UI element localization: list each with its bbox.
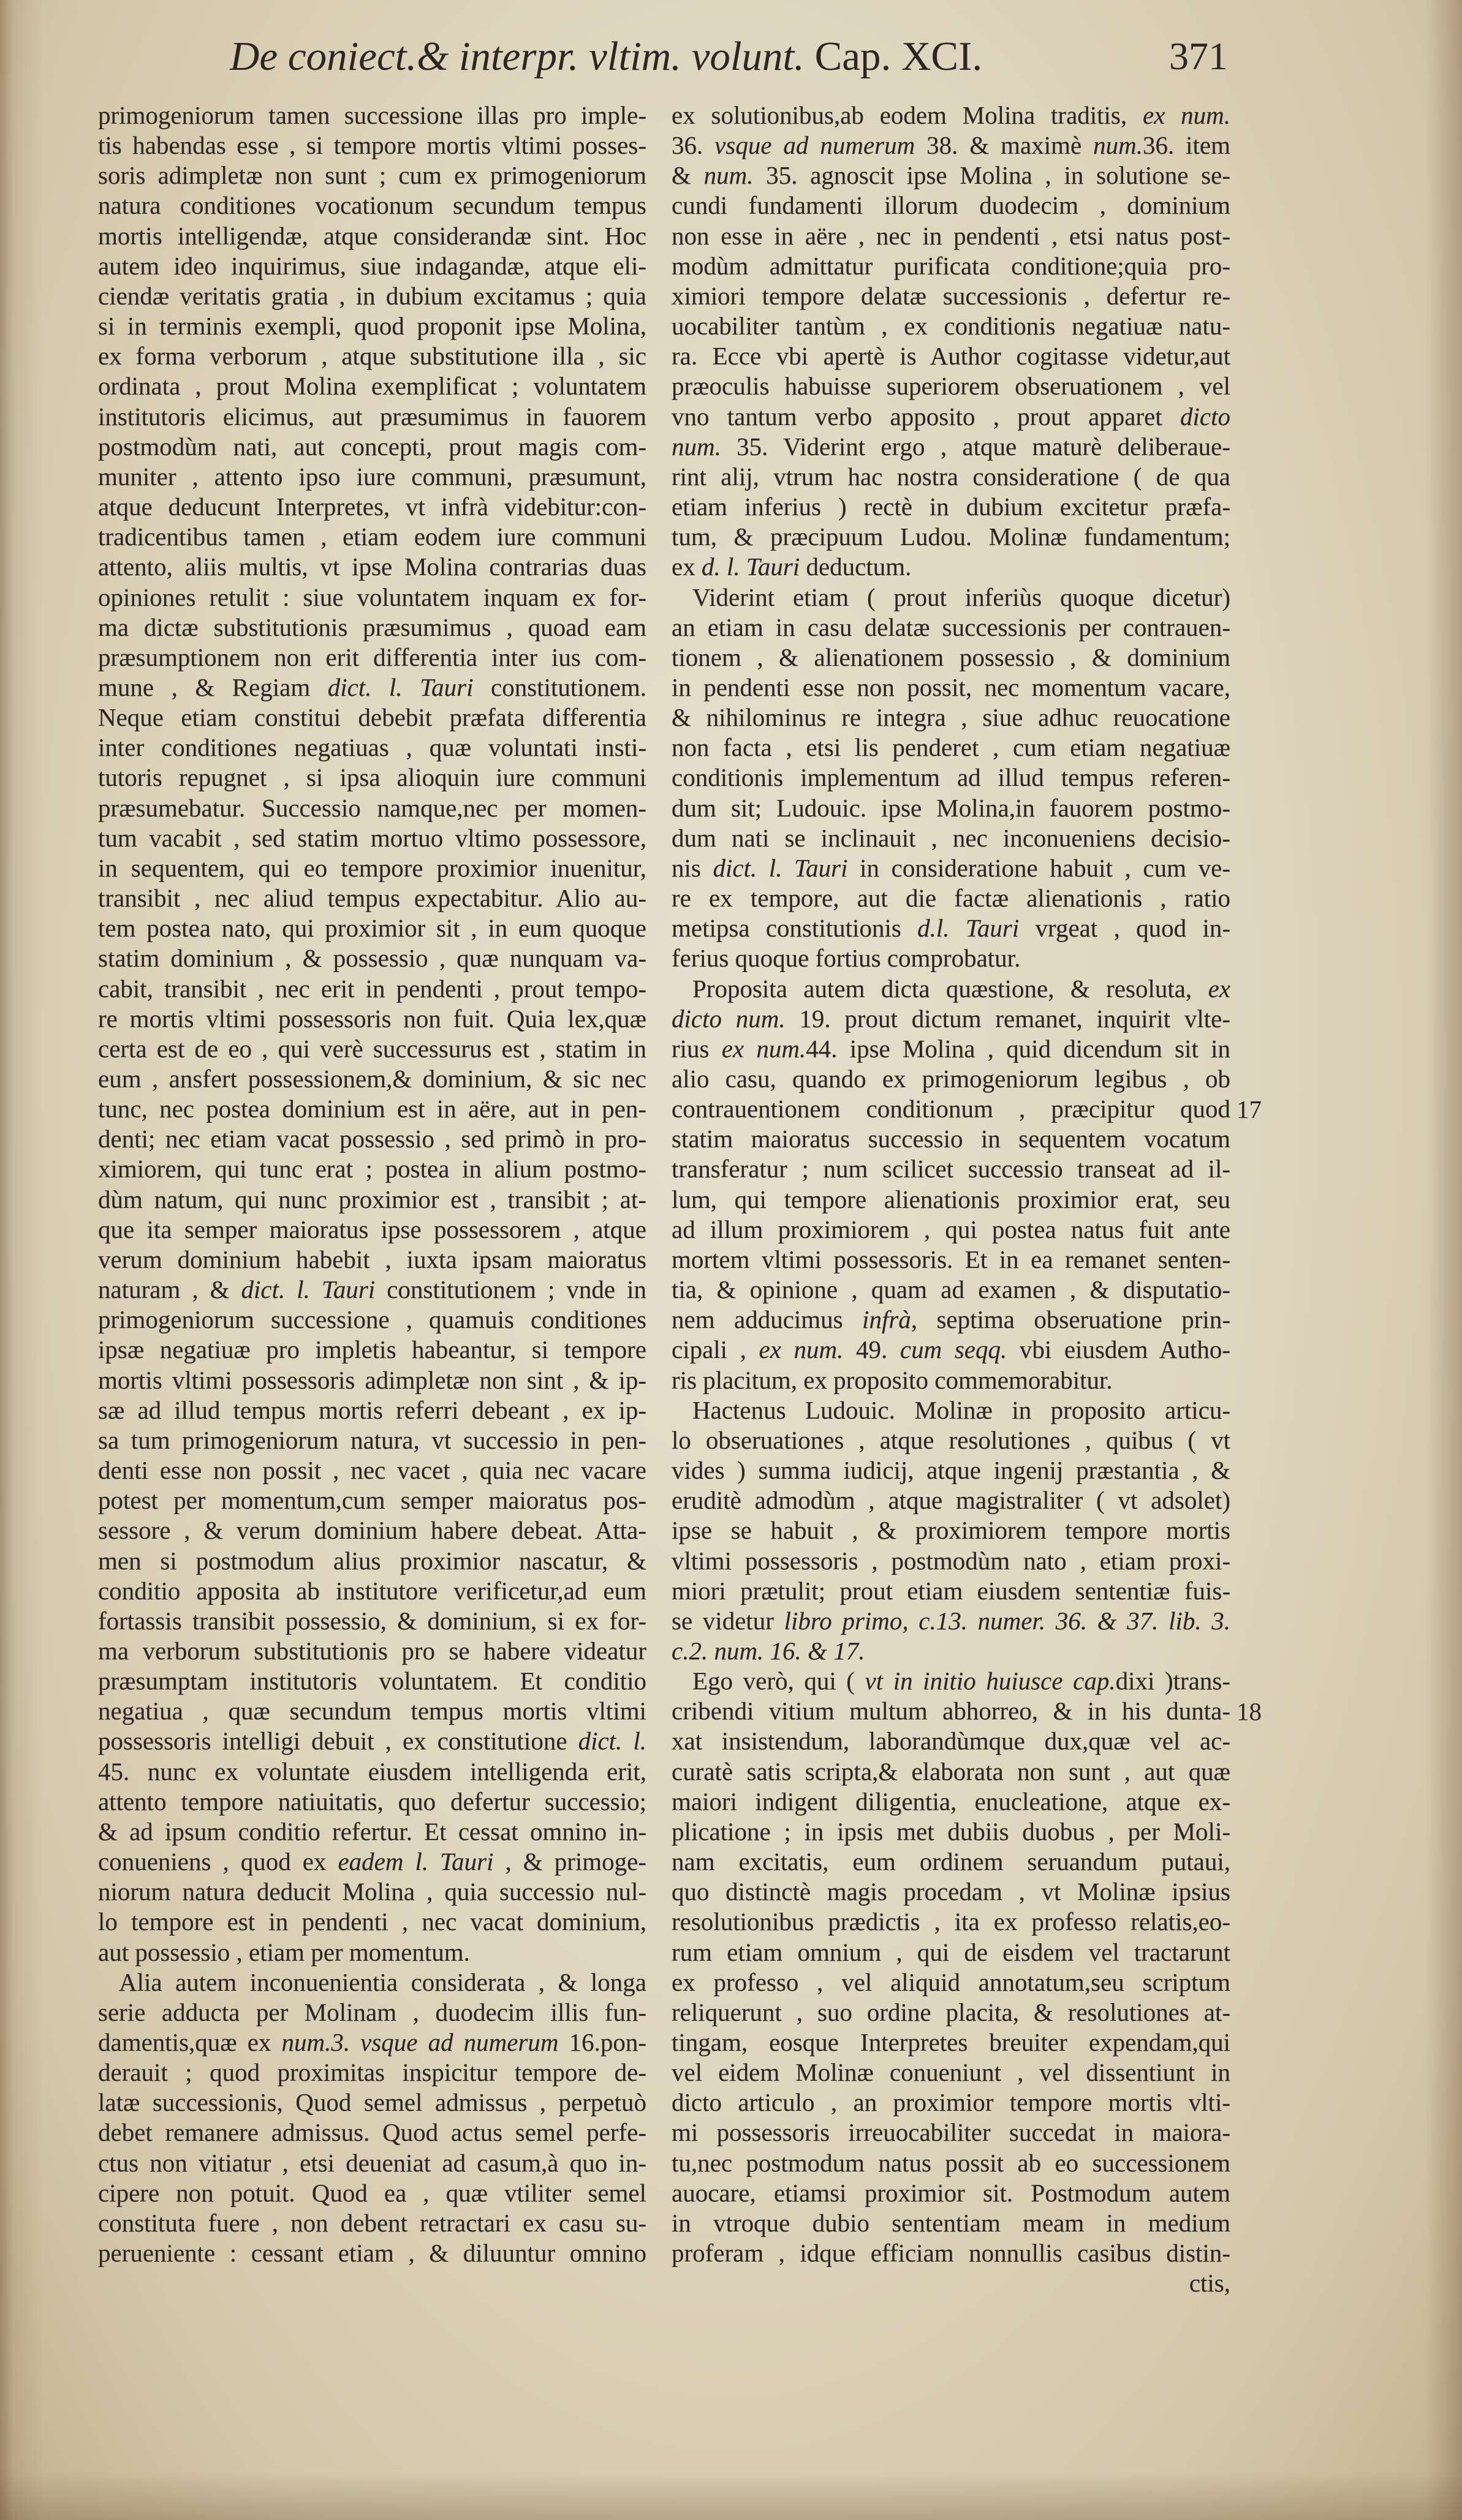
text-run: 36. item	[1142, 131, 1231, 160]
text-line	[672, 1004, 1230, 1034]
text-line: ex forma verborum , atque substitutione illa , sic	[98, 342, 646, 371]
text-run: vbi eiusdem Autho-	[1007, 1335, 1230, 1364]
text-line: atque deducunt Interpretes, vt infrà videbitur:con-	[98, 492, 646, 521]
text-line: certa est de eo , qui verè successurus est , statim in	[98, 1034, 646, 1063]
text-line	[672, 160, 1230, 191]
text-line: si in terminis exempli, quod proponit ipse Molina,	[98, 312, 646, 341]
text-line	[98, 1847, 646, 1877]
text-run: 49.	[843, 1335, 900, 1364]
text-line	[98, 2028, 646, 2058]
text-line: negatiua , quæ secundum tempus mortis vltimi	[98, 1697, 646, 1726]
text-line: statim dominium , & possessio , quæ nunquam va-	[98, 944, 646, 973]
italic-run: dict. l.	[578, 1727, 646, 1756]
text-line: ma dictæ substitutionis præsumimus , quoad eam	[98, 613, 646, 641]
text-line: latæ successionis, Quod semel admissus , perpetuò	[98, 2088, 646, 2117]
text-line	[672, 974, 1230, 1004]
text-line: que ita semper maioratus ipse possessorem , atque	[98, 1215, 646, 1243]
text-line: ra. Ecce vbi apertè is Author cogitasse videtur,aut	[672, 342, 1230, 371]
text-line: ris placitum, ex proposito commemorabitur.	[672, 1365, 1113, 1394]
text-line	[98, 673, 646, 703]
text-run: &	[672, 161, 704, 190]
text-line: ctus non vitiatur , etsi deueniat ad casum,à quo in-	[98, 2148, 646, 2177]
right-column-body	[672, 100, 1230, 2268]
italic-run: dict. l. Tauri	[327, 673, 474, 701]
text-line: miori prætulit; prout etiam eiusdem sententiæ fuis-	[672, 1576, 1230, 1605]
text-line	[672, 1606, 1230, 1636]
italic-run: d.l. Tauri	[917, 914, 1020, 943]
left-column	[98, 100, 646, 2268]
running-head	[230, 31, 982, 82]
text-line: præoculis habuisse superiorem obseruationem , vel	[672, 372, 1230, 401]
text-line: sæ ad illud tempus mortis referri debeant , ex ip-	[98, 1395, 646, 1424]
text-run: , septima obseruatione prin-	[911, 1305, 1230, 1334]
text-run: mune , & Regiam	[98, 673, 328, 701]
margin-number: 18	[1237, 1697, 1262, 1726]
text-line: ipse se habuit , & proximiorem tempore mortis	[672, 1516, 1230, 1545]
text-line: tum vacabit , sed statim mortuo vltimo possessore,	[98, 823, 646, 852]
catchword: ctis,	[1189, 2269, 1230, 2298]
text-line: eruditè admodùm , atque magistraliter ( vt adsolet)	[672, 1486, 1230, 1515]
text-line: debet remanere admissus. Quod actus semel perfe-	[98, 2118, 646, 2147]
text-line: an etiam in casu delatæ successionis per contrauen-	[672, 613, 1230, 641]
right-column	[672, 100, 1230, 2298]
text-line: vltimi possessoris , postmodùm nato , etiam proxi-	[672, 1546, 1230, 1575]
text-line: aut possessio , etiam per momentum.	[98, 1937, 470, 1966]
text-line	[672, 853, 1230, 883]
text-line: primogeniorum successione , quamuis conditiones	[98, 1305, 646, 1334]
italic-run: vsque ad numerum	[714, 131, 915, 160]
text-line	[672, 1335, 1230, 1365]
margin-number: 17	[1237, 1095, 1262, 1123]
text-line: dùm natum, qui nunc proximior est , transibit ; at-	[98, 1185, 646, 1213]
text-line: natura conditiones vocationum secundum tempus	[98, 191, 646, 220]
text-line: Neque etiam constitui debebit præfata differentia	[98, 703, 646, 732]
text-line: autem ideo inquirimus, siue indagandæ, atque eli-	[98, 251, 646, 280]
text-line	[672, 913, 1230, 943]
text-run: 38. & maximè	[915, 131, 1094, 160]
italic-run: dict. l. Tauri	[241, 1275, 376, 1304]
text-line: ciendæ veritatis gratia , in dubium excitamus ; quia	[98, 281, 646, 310]
text-line: modùm admittatur purificata conditione;quia pro-	[672, 251, 1230, 280]
italic-run: num.3. vsque ad numerum	[281, 2028, 559, 2056]
text-run: vrgeat , quod in-	[1019, 914, 1231, 943]
italic-run: ex num.	[759, 1335, 844, 1364]
text-line: tunc, nec postea dominium est in aëre, aut in pen-	[98, 1095, 646, 1123]
text-line: tingam, eosque Interpretes breuiter expendam,qui	[672, 2028, 1230, 2056]
paragraph	[98, 100, 646, 1967]
text-line	[672, 100, 1230, 130]
text-line	[672, 552, 1230, 582]
text-run: deductum.	[800, 553, 912, 581]
text-line: opiniones retulit : siue voluntatem inquam ex for-	[98, 583, 646, 611]
text-line: ordinata , prout Molina exemplificat ; voluntatem	[98, 372, 646, 401]
text-line: rint alij, vtrum hac nostra consideratione ( de qua	[672, 462, 1230, 491]
text-line: mortem vltimi possessoris. Et in ea remanet senten-	[672, 1245, 1230, 1273]
text-line: mortis vltimi possessoris adimpletæ non sint , & ip-	[98, 1365, 646, 1394]
text-line: postmodùm nati, aut concepti, prout magis com-	[98, 432, 646, 461]
text-line: perueniente : cessant etiam , & diluuntur omnino	[98, 2239, 646, 2268]
text-line	[672, 402, 1230, 432]
text-line: maiori indigent diligentia, enucleatione, atque ex-	[672, 1787, 1230, 1816]
italic-run: dicto num.	[672, 1004, 786, 1033]
text-run: damentis,quæ ex	[98, 2028, 282, 2056]
text-line	[672, 1034, 1230, 1064]
text-run: constitutionem ; vnde in	[375, 1275, 646, 1304]
text-line: nam excitatis, eum ordinem seruandum putaui,	[672, 1847, 1230, 1876]
text-run: cipali ,	[672, 1335, 759, 1364]
text-run: naturam , &	[98, 1275, 241, 1304]
text-line: institutoris elicimus, aut præsumimus in fauorem	[98, 402, 646, 431]
text-line: vides ) summa iudicij, atque ingenij præstantia , &	[672, 1456, 1230, 1485]
text-line: potest per momentum,cum semper maioratus pos-	[98, 1486, 646, 1515]
text-line	[98, 1275, 646, 1305]
text-line: proferam , idque efficiam nonnullis casibus distin-	[672, 2239, 1230, 2268]
text-line: tionem , & alienationem possessio , & dominium	[672, 643, 1230, 671]
text-run: 35. agnoscit ipse Molina , in solutione se-	[753, 161, 1230, 190]
text-line: tutoris repugnet , si ipsa alioquin iure communi	[98, 763, 646, 792]
paragraph	[672, 583, 1230, 974]
text-run: 19. prout dictum remanet, inquirit vlte-	[785, 1004, 1230, 1033]
text-line: cundi fundamenti illorum duodecim , dominium	[672, 191, 1230, 220]
italic-run: libro primo, c.13. numer. 36. & 37. lib. 3.	[784, 1606, 1230, 1635]
text-run: 36.	[672, 131, 715, 160]
text-line: re mortis vltimi possessoris non fuit. Quia lex,quæ	[98, 1004, 646, 1033]
text-line: & nihilominus re integra , siue adhuc reuocatione	[672, 703, 1230, 732]
text-line: mortis intelligendæ, atque considerandæ sint. Hoc	[98, 221, 646, 250]
text-run: dixi )trans-	[1115, 1667, 1230, 1696]
text-line: fortassis transibit possessio, & dominium, si ex for-	[98, 1606, 646, 1635]
text-line: 45. nunc ex voluntate eiusdem intelligenda erit,	[98, 1757, 646, 1786]
text-run: possessoris intelligi debuit , ex constitutione	[98, 1727, 578, 1756]
text-line: cipere non potuit. Quod ea , quæ vtiliter semel	[98, 2178, 646, 2207]
text-line: lo tempore est in pendenti , nec vacat dominium,	[98, 1907, 646, 1936]
text-run: 35. Viderint ergo , atque maturè deliberaue-	[721, 432, 1230, 461]
text-run: in consideratione habuit , cum ve-	[847, 853, 1230, 882]
text-run: 16.pon-	[558, 2028, 646, 2056]
text-run: , & primoge-	[493, 1847, 646, 1876]
running-head-italic: De coniect.& interpr. vltim. volunt.	[230, 34, 805, 79]
text-run: constitutionem.	[473, 673, 646, 701]
text-run: vno tantum verbo apposito , prout apparet	[672, 402, 1181, 431]
text-run: 44. ipse Molina , quid dicendum sit in	[806, 1034, 1230, 1063]
italic-run: eadem l. Tauri	[338, 1847, 494, 1876]
running-head-chapter: Cap. XCI.	[804, 34, 983, 79]
text-line: denti esse non possit , nec vacet , quia nec vacare	[98, 1456, 646, 1485]
text-line: niorum natura deducit Molina , quia successio nul-	[98, 1877, 646, 1906]
text-line: primogeniorum tamen successione illas pro imple-	[98, 101, 646, 129]
text-line: quo distinctè magis procedam , vt Molinæ ipsius	[672, 1877, 1230, 1906]
text-line: resolutionibus prædictis , ita ex professo relatis,eo-	[672, 1907, 1230, 1936]
italic-run: num.	[672, 432, 721, 461]
italic-run: infrà	[862, 1305, 911, 1334]
paragraph	[98, 1967, 646, 2269]
italic-run: cum seqq.	[900, 1335, 1007, 1364]
text-line: cribendi vitium multum abhorreo, & in his dunta-	[672, 1697, 1230, 1726]
text-line	[672, 130, 1230, 160]
text-line: plicatione ; in ipsis met dubiis duobus , per Moli-	[672, 1817, 1230, 1846]
text-line	[672, 1666, 1230, 1696]
text-line: ferius quoque fortius comprobatur.	[672, 944, 1021, 973]
italic-run: ex num.	[1142, 101, 1230, 129]
text-line: præsumptam institutoris voluntatem. Et conditio	[98, 1667, 646, 1696]
text-run: Ego verò, qui (	[692, 1667, 865, 1696]
text-line: reliquerunt , suo ordine placita, & resolutiones at-	[672, 1998, 1230, 2026]
text-line: dicto articulo , an proximior tempore mortis vlti-	[672, 2088, 1230, 2117]
paragraph	[672, 100, 1230, 583]
text-line: tu,nec postmodum natus possit ab eo successionem	[672, 2148, 1230, 2177]
text-line: ex professo , vel aliquid annotatum,seu scriptum	[672, 1967, 1230, 1996]
text-line	[672, 1636, 1230, 1666]
paragraph	[672, 1666, 1230, 2268]
text-line: alio casu, quando ex primogeniorum legibus , ob	[672, 1065, 1230, 1093]
text-run: rius	[672, 1034, 722, 1063]
text-line: conditionis implementum ad illud tempus referen-	[672, 763, 1230, 792]
text-line: muniter , attento ipso iure communi, præsumunt,	[98, 462, 646, 491]
text-line: præsumptionem non erit differentia inter ius com-	[98, 643, 646, 671]
text-run: se videtur	[672, 1606, 784, 1635]
text-line: non esse in aëre , nec in pendenti , etsi natus post-	[672, 221, 1230, 250]
text-line: xat insistendum, laborandùmque dux,quæ vel ac-	[672, 1727, 1230, 1756]
text-line: & ad ipsum conditio refertur. Et cessat omnino in-	[98, 1817, 646, 1846]
text-line	[672, 1305, 1230, 1335]
text-line: ma verborum substitutionis pro se habere videatur	[98, 1636, 646, 1665]
text-run: ex solutionibus,ab eodem Molina traditis,	[672, 101, 1143, 129]
text-line: constituta fuere , non debent retractari ex casu su-	[98, 2208, 646, 2237]
text-line: in vtroque dubio sententiam meam in medium	[672, 2208, 1230, 2237]
text-line: tis habendas esse , si tempore mortis vltimi posses-	[98, 131, 646, 160]
text-line: uocabiliter tantùm , ex conditionis negatiuæ natu-	[672, 312, 1230, 341]
italic-run: dict. l. Tauri	[713, 853, 848, 882]
text-line: rum etiam omnium , qui de eisdem vel tractarunt	[672, 1937, 1230, 1966]
italic-run: num.	[1093, 131, 1143, 160]
text-line: dum sit; Ludouic. ipse Molina,in fauorem postmo-	[672, 793, 1230, 822]
text-line: sa tum primogeniorum natura, vt successio in pen-	[98, 1425, 646, 1454]
text-run: metipsa constitutionis	[672, 914, 918, 943]
text-line: tem postea nato, qui proximior sit , in eum quoque	[98, 914, 646, 943]
text-line: etiam inferius ) rectè in dubium excitetur præfa-	[672, 492, 1230, 521]
text-line: serie adducta per Molinam , duodecim illis fun-	[98, 1998, 646, 2026]
text-line: ximiori tempore delatæ successionis , defertur re-	[672, 281, 1230, 310]
text-line: transferatur ; num scilicet successio transeat ad il-	[672, 1155, 1230, 1183]
italic-run: dicto	[1180, 402, 1230, 431]
text-line: ipsæ negatiuæ pro impletis habeantur, si tempore	[98, 1335, 646, 1364]
text-line: lum, qui tempore alienationis proximior erat, seu	[672, 1185, 1230, 1213]
text-line: verum dominium habebit , iuxta ipsam maioratus	[98, 1245, 646, 1273]
text-line: conditio apposita ab institutore verificetur,ad eum	[98, 1576, 646, 1605]
text-line: denti; nec etiam vacat possessio , sed primò in pro-	[98, 1125, 646, 1153]
text-line: contrauentionem conditionum , præcipitur quod	[672, 1095, 1230, 1123]
text-line: soris adimpletæ non sunt ; cum ex primogeniorum	[98, 161, 646, 190]
text-run: conueniens , quod ex	[98, 1847, 338, 1876]
text-line: cabit, transibit , nec erit in pendenti , prout tempo-	[98, 974, 646, 1003]
text-line: vel eidem Molinæ conueniunt , vel dissentiunt in	[672, 2058, 1230, 2087]
italic-run: c.2. num. 16. & 17.	[672, 1636, 865, 1665]
text-line: statim maioratus successio in sequentem vocatum	[672, 1125, 1230, 1153]
text-line: dum nati se inclinauit , nec inconueniens decisio-	[672, 823, 1230, 852]
text-line: derauit ; quod proximitas inspicitur tempore de-	[98, 2058, 646, 2087]
text-line: mi possessoris irreuocabiliter succedat in maiora-	[672, 2118, 1230, 2147]
text-line: eum , ansfert possessionem,& dominium, & sic nec	[98, 1065, 646, 1093]
text-run: nis	[672, 853, 713, 882]
text-line	[98, 1726, 646, 1756]
text-line: men si postmodum alius proximior nascatur, &	[98, 1546, 646, 1575]
italic-run: d. l. Tauri	[701, 553, 800, 581]
text-line: sessore , & verum dominium habere debeat. Atta-	[98, 1516, 646, 1545]
text-line: ad illum proximiorem , qui postea natus fuit ante	[672, 1215, 1230, 1243]
italic-run: num.	[703, 161, 754, 190]
text-line: attento, aliis multis, vt ipse Molina contrarias duas	[98, 553, 646, 581]
paragraph	[672, 974, 1230, 1395]
text-line: auocare, etiamsi proximior sit. Postmodum autem	[672, 2178, 1230, 2207]
text-line: tia, & opinione , quam ad examen , & disputatio-	[672, 1275, 1230, 1304]
text-line: tradicentibus tamen , etiam eodem iure communi	[98, 522, 646, 551]
text-run: Proposita autem dicta quæstione, & resoluta,	[692, 974, 1208, 1003]
text-line: Viderint etiam ( prout inferiùs quoque dicetur)	[692, 583, 1230, 611]
text-line: inter conditiones negatiuas , quæ voluntati insti-	[98, 733, 646, 762]
text-run: nem adducimus	[672, 1305, 863, 1334]
text-line: in pendenti esse non possit, nec momentum vacare,	[672, 673, 1230, 701]
text-line: non facta , etsi lis penderet , cum etiam negatiuæ	[672, 733, 1230, 762]
text-line: transibit , nec aliud tempus expectabitur. Alio au-	[98, 884, 646, 913]
text-run: ex	[672, 553, 702, 581]
text-line	[672, 432, 1230, 462]
text-line: lo obseruationes , atque resolutiones , quibus ( vt	[672, 1425, 1230, 1454]
text-line: re ex tempore, aut die factæ alienationis , ratio	[672, 884, 1230, 913]
text-line: in sequentem, qui eo tempore proximior inuenitur,	[98, 853, 646, 882]
text-line: curatè satis scripta,& elaborata non sunt , aut quæ	[672, 1757, 1230, 1786]
text-line: Hactenus Ludouic. Molinæ in proposito articu-	[692, 1395, 1230, 1424]
paragraph	[672, 1395, 1230, 1666]
text-line: præsumebatur. Successio namque,nec per momen-	[98, 793, 646, 822]
page-number: 371	[1169, 34, 1228, 78]
italic-run: ex num.	[721, 1034, 806, 1063]
italic-run: vt in initio huiusce cap.	[865, 1667, 1116, 1696]
text-line: tum, & præcipuum Ludou. Molinæ fundamentum;	[672, 522, 1230, 551]
text-line: ximiorem, qui tunc erat ; postea in alium postmo-	[98, 1155, 646, 1183]
text-line: attento tempore natiuitatis, quo defertur successio;	[98, 1787, 646, 1816]
italic-run: ex	[1208, 974, 1230, 1003]
text-line: Alia autem inconuenientia considerata , & longa	[119, 1967, 646, 1996]
